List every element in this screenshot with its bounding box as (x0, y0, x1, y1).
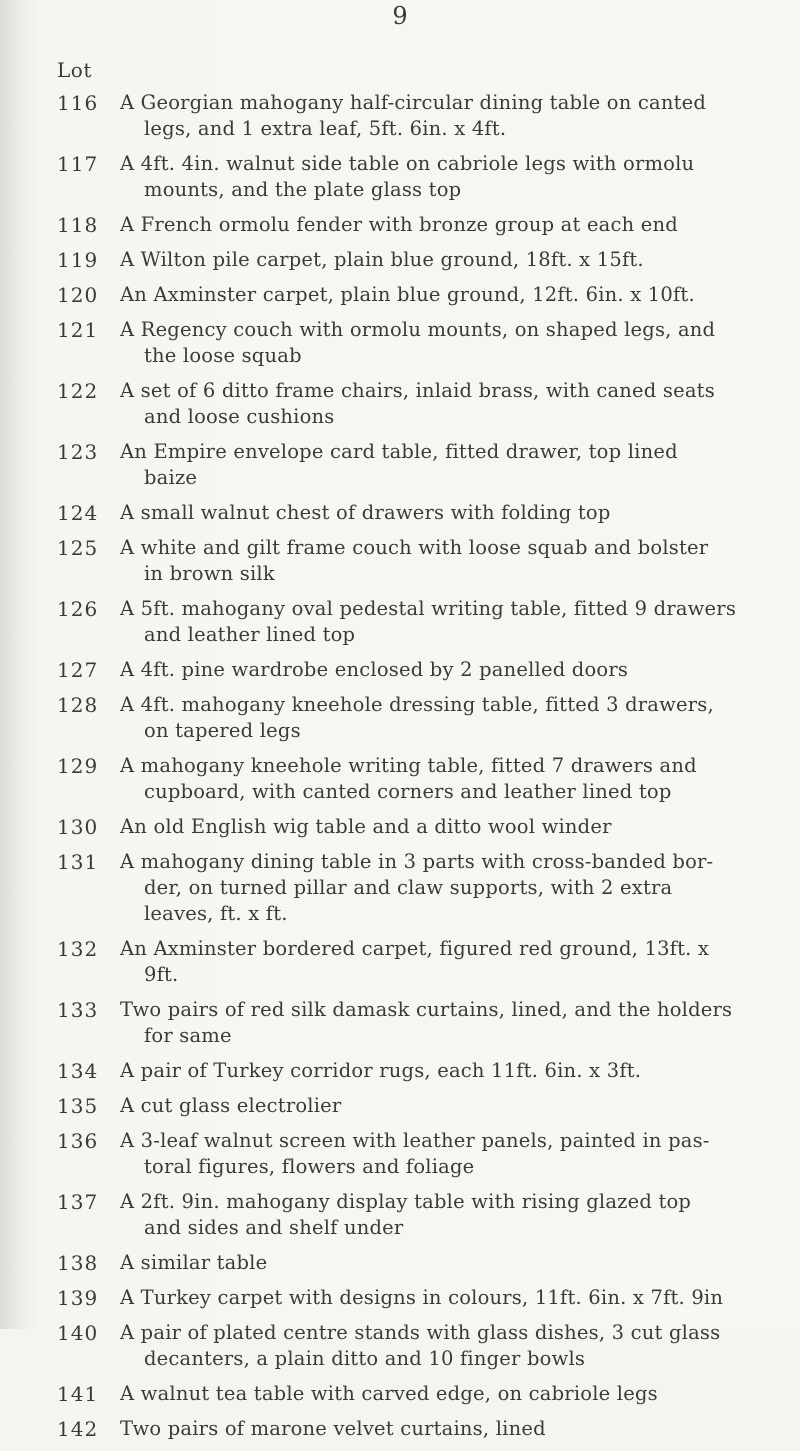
lot-number: 142 (57, 1417, 99, 1441)
lot-description (120, 151, 776, 203)
lot-description-line: and loose cushions (144, 405, 335, 428)
lot-number: 140 (57, 1321, 99, 1345)
lot-entry (0, 378, 800, 430)
lot-description-line: mounts, and the plate glass top (144, 178, 462, 201)
lot-description (120, 247, 776, 273)
lot-description-line: A 4ft. mahogany kneehole dressing table, fitted 3 drawers, (120, 693, 714, 716)
lot-entry (0, 500, 800, 526)
lot-number: 116 (57, 91, 99, 115)
lot-entry (0, 997, 800, 1049)
lot-description (120, 1381, 776, 1407)
lot-description (120, 317, 776, 369)
lot-entry (0, 151, 800, 203)
lot-description (120, 657, 776, 683)
lot-description (120, 1058, 776, 1084)
lot-number: 128 (57, 693, 99, 717)
lot-description-line: An Axminster bordered carpet, figured red ground, 13ft. x (120, 937, 710, 960)
lot-description-line: A 2ft. 9in. mahogany display table with rising glazed top (120, 1190, 692, 1213)
lot-number: 122 (57, 379, 99, 403)
lot-description-line: leaves, ft. x ft. (144, 902, 288, 925)
lot-entry (0, 753, 800, 805)
lot-entry (0, 596, 800, 648)
lot-number: 125 (57, 536, 99, 560)
lot-description (120, 1093, 776, 1119)
lot-number: 132 (57, 937, 99, 961)
lot-description (120, 596, 776, 648)
lot-description-line: A similar table (120, 1251, 268, 1274)
lot-description (120, 1250, 776, 1276)
lot-number: 138 (57, 1251, 99, 1275)
lot-entry (0, 936, 800, 988)
lot-entry (0, 1381, 800, 1407)
lot-description-line: A Georgian mahogany half-circular dining table on canted (120, 91, 707, 114)
lot-description (120, 753, 776, 805)
lot-description-line: A Turkey carpet with designs in colours, 11ft. 6in. x 7ft. 9in (120, 1286, 724, 1309)
lot-number: 134 (57, 1059, 99, 1083)
lot-description (120, 814, 776, 840)
lot-description-line: Two pairs of red silk damask curtains, lined, and the holders (120, 998, 733, 1021)
lot-number: 121 (57, 318, 99, 342)
lot-description-line: baize (144, 466, 198, 489)
lot-number: 129 (57, 754, 99, 778)
lot-description (120, 90, 776, 142)
lot-description (120, 212, 776, 238)
lot-description (120, 692, 776, 744)
lot-number: 127 (57, 658, 99, 682)
lot-description (120, 500, 776, 526)
lot-description-line: A walnut tea table with carved edge, on cabriole legs (120, 1382, 658, 1405)
lot-number: 131 (57, 850, 99, 874)
lot-number: 136 (57, 1129, 99, 1153)
lot-description-line: A cut glass electrolier (120, 1094, 342, 1117)
lot-column-header: Lot (57, 58, 92, 82)
lot-entry (0, 1128, 800, 1180)
lot-number: 141 (57, 1382, 99, 1406)
lot-description (120, 1128, 776, 1180)
lot-entry (0, 535, 800, 587)
lot-entry (0, 1093, 800, 1119)
lot-description-line: An Empire envelope card table, fitted drawer, top lined (120, 440, 678, 463)
lot-entry (0, 212, 800, 238)
lot-description-line: A 4ft. pine wardrobe enclosed by 2 panelled doors (120, 658, 629, 681)
lot-entry (0, 1250, 800, 1276)
lot-description (120, 936, 776, 988)
lot-description (120, 282, 776, 308)
lot-number: 120 (57, 283, 99, 307)
lot-number: 137 (57, 1190, 99, 1214)
lot-number: 118 (57, 213, 99, 237)
lot-description-line: A small walnut chest of drawers with folding top (120, 501, 611, 524)
lot-description (120, 535, 776, 587)
lot-description-line: in brown silk (144, 562, 275, 585)
lot-entry (0, 282, 800, 308)
lot-description-line: toral figures, flowers and foliage (144, 1155, 475, 1178)
lot-description-line: An Axminster carpet, plain blue ground, 12ft. 6in. x 10ft. (120, 283, 695, 306)
lot-description-line: A pair of plated centre stands with glass dishes, 3 cut glass (120, 1321, 721, 1344)
lot-entry (0, 247, 800, 273)
lot-description-line: decanters, a plain ditto and 10 finger bowls (144, 1347, 586, 1370)
lot-entry (0, 849, 800, 927)
lot-entry (0, 814, 800, 840)
page-number: 9 (392, 2, 408, 30)
lot-entry (0, 1416, 800, 1442)
lot-number: 139 (57, 1286, 99, 1310)
lot-entry (0, 1320, 800, 1372)
lot-entry (0, 90, 800, 142)
lot-description-line: A set of 6 ditto frame chairs, inlaid brass, with caned seats (120, 379, 715, 402)
lot-description-line: A 3-leaf walnut screen with leather panels, painted in pas- (120, 1129, 710, 1152)
lot-number: 123 (57, 440, 99, 464)
lot-description-line: der, on turned pillar and claw supports, with 2 extra (144, 876, 673, 899)
lot-description-line: A white and gilt frame couch with loose squab and bolster (120, 536, 709, 559)
lot-description-line: 9ft. (144, 963, 179, 986)
lot-entry (0, 1189, 800, 1241)
lot-number: 135 (57, 1094, 99, 1118)
lot-number: 119 (57, 248, 99, 272)
lot-description (120, 1416, 776, 1442)
lot-description-line: legs, and 1 extra leaf, 5ft. 6in. x 4ft. (144, 117, 507, 140)
lot-number: 126 (57, 597, 99, 621)
lot-description-line: and leather lined top (144, 623, 356, 646)
lot-description-line: A mahogany kneehole writing table, fitted 7 drawers and (120, 754, 697, 777)
lot-description-line: A 5ft. mahogany oval pedestal writing table, fitted 9 drawers (120, 597, 737, 620)
lot-description-line: A Regency couch with ormolu mounts, on shaped legs, and (120, 318, 716, 341)
lot-description (120, 439, 776, 491)
lot-list (0, 90, 800, 1451)
lot-entry (0, 1058, 800, 1084)
lot-description-line: the loose squab (144, 344, 302, 367)
lot-entry (0, 657, 800, 683)
lot-description-line: A mahogany dining table in 3 parts with cross-banded bor- (120, 850, 714, 873)
lot-number: 133 (57, 998, 99, 1022)
lot-description-line: on tapered legs (144, 719, 301, 742)
lot-number: 130 (57, 815, 99, 839)
lot-description-line: A Wilton pile carpet, plain blue ground, 18ft. x 15ft. (120, 248, 644, 271)
lot-description-line: An old English wig table and a ditto wool winder (120, 815, 612, 838)
lot-number: 124 (57, 501, 99, 525)
lot-description (120, 997, 776, 1049)
lot-description (120, 849, 776, 927)
lot-description-line: A 4ft. 4in. walnut side table on cabriole legs with ormolu (120, 152, 695, 175)
lot-entry (0, 439, 800, 491)
lot-description-line: cupboard, with canted corners and leather lined top (144, 780, 672, 803)
lot-description (120, 1189, 776, 1241)
lot-description-line: A French ormolu fender with bronze group at each end (120, 213, 678, 236)
lot-description-line: for same (144, 1024, 232, 1047)
lot-description (120, 378, 776, 430)
lot-entry (0, 692, 800, 744)
lot-number: 117 (57, 152, 99, 176)
lot-description-line: A pair of Turkey corridor rugs, each 11ft. 6in. x 3ft. (120, 1059, 642, 1082)
lot-description-line: and sides and shelf under (144, 1216, 404, 1239)
lot-description (120, 1285, 776, 1311)
lot-entry (0, 1285, 800, 1311)
lot-entry (0, 317, 800, 369)
lot-description (120, 1320, 776, 1372)
lot-description-line: Two pairs of marone velvet curtains, lined (120, 1417, 546, 1440)
